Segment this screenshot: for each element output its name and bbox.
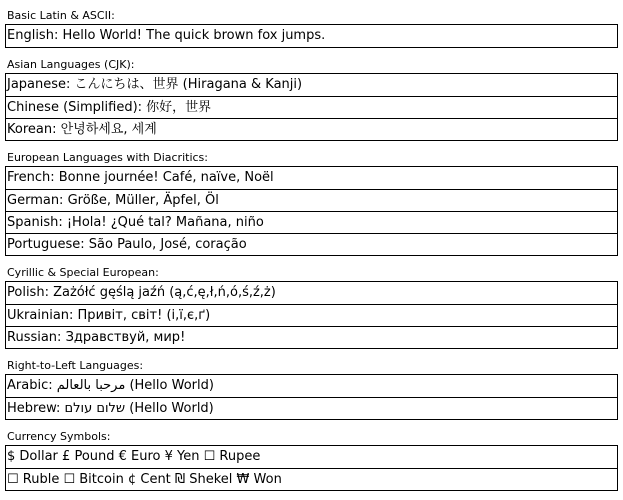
asian-languages-box (5, 73, 618, 141)
text-row-english: English: Hello World! The quick brown fox jumps. (7, 28, 326, 43)
section-title-asian-languages: Asian Languages (CJK): (7, 58, 135, 71)
currency-symbols-box (5, 445, 618, 491)
unicode-test-page (5, 0, 618, 491)
rtl-languages-box (5, 374, 618, 420)
text-row-currency-1: $ Dollar £ Pound € Euro ¥ Yen ☐ Rupee (7, 449, 261, 464)
cyrillic-box (5, 281, 618, 349)
section-title-currency-symbols: Currency Symbols: (7, 430, 111, 443)
text-row-ukrainian: Ukrainian: Привіт, світ! (і,ї,є,ґ) (6, 304, 617, 326)
text-row-chinese: Chinese (Simplified): 你好，世界 (6, 96, 617, 118)
basic-latin-box (5, 24, 618, 48)
text-row-german: German: Größe, Müller, Äpfel, Öl (6, 189, 617, 211)
european-languages-box (5, 166, 618, 256)
section-title-cyrillic: Cyrillic & Special European: (7, 266, 159, 279)
text-row-french: French: Bonne journée! Café, naïve, Noël (7, 170, 274, 185)
text-row-korean: Korean: 안녕하세요, 세계 (6, 118, 617, 140)
text-row-polish: Polish: Zażółć gęślą jaźń (ą,ć,ę,ł,ń,ó,ś,ź,ż) (7, 285, 276, 300)
text-row-portuguese: Portuguese: São Paulo, José, coração (6, 233, 617, 255)
text-row-hebrew: Hebrew: שלום עולם (Hello World) (6, 397, 617, 419)
text-row-japanese: Japanese: こんにちは、世界 (Hiragana & Kanji) (7, 77, 303, 92)
text-row-currency-2: ☐ Ruble ☐ Bitcoin ¢ Cent ₪ Shekel ₩ Won (6, 468, 617, 490)
text-row-arabic: Arabic: مرحبا بالعالم (Hello World) (7, 378, 214, 393)
section-title-european-languages: European Languages with Diacritics: (7, 151, 208, 164)
section-title-basic-latin: Basic Latin & ASCII: (7, 9, 115, 22)
text-row-russian: Russian: Здравствуй, мир! (6, 326, 617, 348)
section-title-rtl-languages: Right-to-Left Languages: (7, 359, 144, 372)
text-row-spanish: Spanish: ¡Hola! ¿Qué tal? Mañana, niño (6, 211, 617, 233)
